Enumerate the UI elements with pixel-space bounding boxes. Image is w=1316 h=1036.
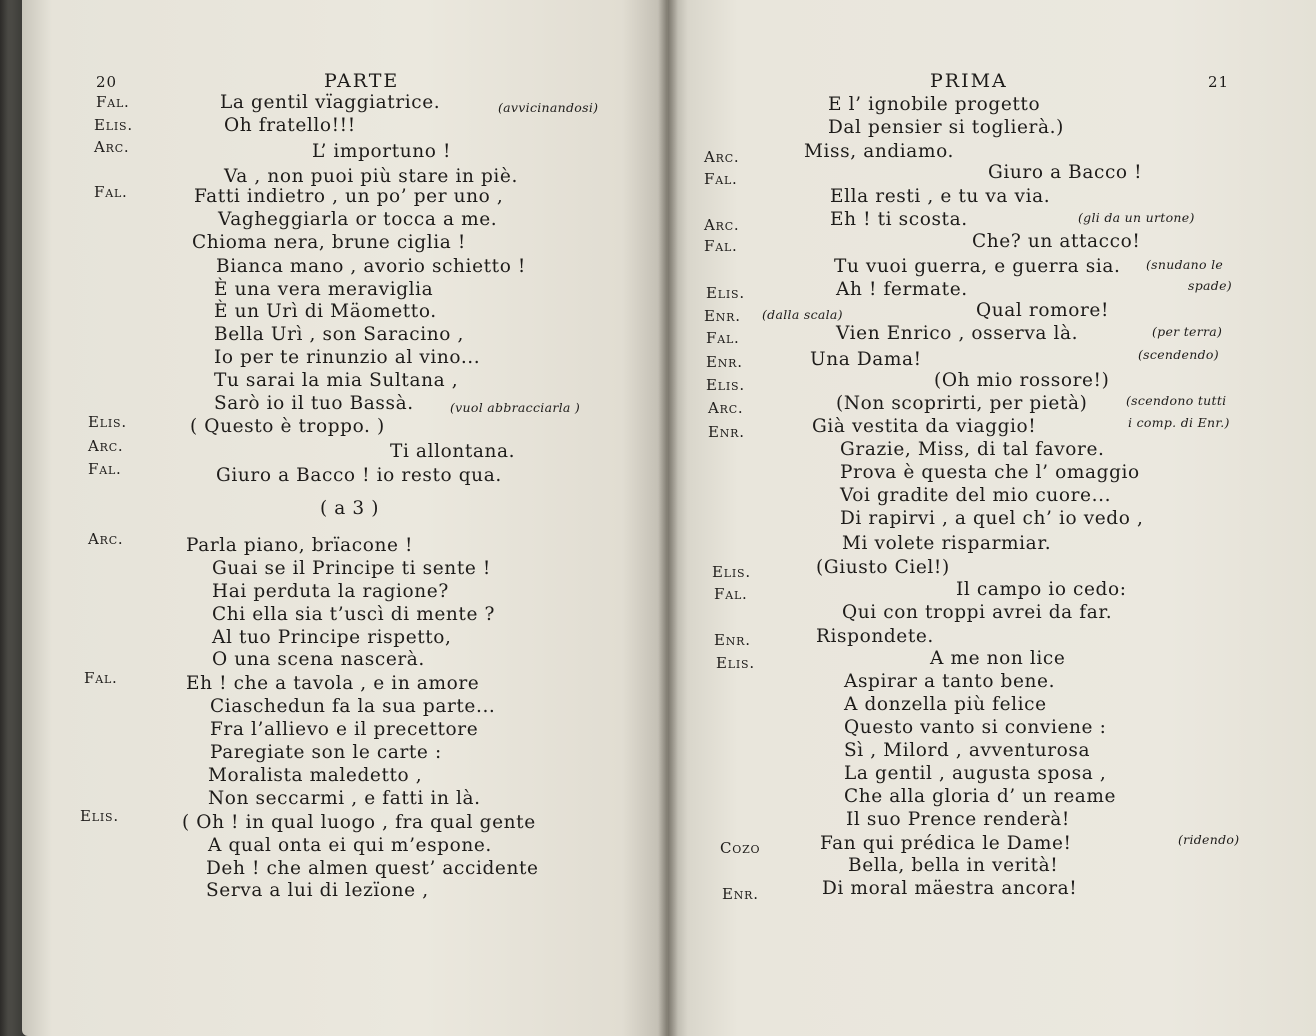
verse-line: Questo vanto si conviene :: [844, 717, 1107, 738]
verse-line: Al tuo Principe rispetto,: [212, 627, 452, 648]
stage-direction: (scendendo): [1138, 347, 1219, 362]
speaker: Arc.: [88, 437, 124, 455]
verse-line: Sì , Milord , avventurosa: [844, 740, 1091, 761]
verse-line: Chi ella sia t’uscì di mente ?: [212, 604, 495, 625]
speaker: Fal.: [706, 329, 740, 347]
verse-line: Mi volete risparmiar.: [842, 533, 1052, 554]
verse-line: La gentil vïaggiatrice.: [220, 92, 441, 113]
verse-line: Vien Enrico , osserva là.: [836, 323, 1079, 344]
verse-line: Eh ! ti scosta.: [830, 209, 968, 230]
speaker: Arc.: [708, 399, 744, 417]
verse-line: Serva a lui di lezïone ,: [206, 880, 429, 901]
verse-line: Tu vuoi guerra, e guerra sia.: [834, 256, 1121, 277]
speaker: Fal.: [714, 585, 748, 603]
verse-line: (Giusto Ciel!): [816, 557, 950, 578]
running-head: PARTE: [324, 70, 400, 92]
verse-line: Dal pensier si toglierà.): [828, 117, 1064, 138]
stage-direction: (dalla scala): [762, 307, 843, 322]
speaker: Fal.: [704, 237, 738, 255]
verse-line: Chioma nera, brune ciglia !: [192, 232, 466, 253]
verse-line: Di rapirvi , a quel ch’ io vedo ,: [840, 508, 1144, 529]
speaker: Enr.: [706, 353, 743, 371]
verse-line: Che alla gloria d’ un reame: [844, 786, 1117, 807]
verse-line: Fra l’allievo e il precettore: [210, 719, 479, 740]
verse-line: Va , non puoi più stare in piè.: [224, 166, 518, 187]
verse-line: (Non scoprirti, per pietà): [836, 393, 1088, 414]
stage-direction: (vuol abbracciarla ): [450, 400, 581, 415]
speaker: Elis.: [712, 563, 751, 581]
verse-line: Giuro a Bacco !: [988, 162, 1143, 183]
stage-direction: i comp. di Enr.): [1128, 415, 1230, 430]
verse-line: Il suo Prence renderà!: [846, 809, 1070, 830]
speaker: Elis.: [706, 284, 745, 302]
verse-line: A qual onta ei qui m’espone.: [208, 835, 492, 856]
verse-line: Non seccarmi , e fatti in là.: [208, 788, 481, 809]
verse-line: Oh fratello!!!: [224, 115, 356, 136]
verse-line: Di moral mäestra ancora!: [822, 878, 1078, 899]
verse-line: È un Urì di Mäometto.: [214, 301, 437, 322]
verse-line: Voi gradite del mio cuore...: [840, 485, 1112, 506]
speaker: Elis.: [94, 116, 133, 134]
verse-line: ( Oh ! in qual luogo , fra qual gente: [182, 812, 536, 833]
verse-line: Sarò io il tuo Bassà.: [214, 393, 414, 414]
speaker: Fal.: [704, 170, 738, 188]
speaker: Fal.: [88, 460, 122, 478]
verse-line: Ella resti , e tu va via.: [830, 186, 1051, 207]
verse-line: Tu sarai la mia Sultana ,: [214, 370, 459, 391]
speaker: Elis.: [88, 413, 127, 431]
verse-line: Ti allontana.: [390, 441, 516, 462]
page-number: 20: [96, 73, 118, 91]
verse-line: Prova è questa che l’ omaggio: [840, 462, 1140, 483]
verse-line: E l’ ignobile progetto: [828, 94, 1041, 115]
verse-line: Che? un attacco!: [972, 231, 1141, 252]
stage-direction: (ridendo): [1178, 832, 1240, 847]
verse-line: Miss, andiamo.: [804, 141, 954, 162]
speaker: Arc.: [704, 148, 740, 166]
speaker: Cozo: [720, 839, 761, 857]
verse-line: Fan qui prédica le Dame!: [820, 833, 1072, 854]
right-page: [668, 0, 1316, 1036]
verse-line: Ciaschedun fa la sua parte...: [210, 696, 496, 717]
verse-line: Bianca mano , avorio schietto !: [216, 256, 526, 277]
verse-line: Vagheggiarla or tocca a me.: [218, 209, 498, 230]
speaker: Elis.: [716, 654, 755, 672]
speaker: Elis.: [706, 376, 745, 394]
speaker: Enr.: [704, 307, 741, 325]
stage-direction: spade): [1188, 278, 1232, 293]
verse-line: La gentil , augusta sposa ,: [844, 763, 1107, 784]
speaker: Elis.: [80, 807, 119, 825]
verse-line: Grazie, Miss, di tal favore.: [840, 439, 1105, 460]
verse-line: L’ importuno !: [312, 141, 452, 162]
verse-line: Qual romore!: [976, 300, 1109, 321]
verse-line: Ah ! fermate.: [836, 279, 968, 300]
verse-line: Fatti indietro , un po’ per uno ,: [194, 186, 504, 207]
verse-line: Aspirar a tanto bene.: [844, 671, 1056, 692]
speaker: Enr.: [714, 631, 751, 649]
speaker: Fal.: [84, 669, 118, 687]
speaker: Enr.: [722, 885, 759, 903]
speaker: Arc.: [94, 138, 130, 156]
verse-line: O una scena nascerà.: [212, 649, 425, 670]
verse-line: Eh ! che a tavola , e in amore: [186, 673, 480, 694]
verse-line: (Oh mio rossore!): [934, 370, 1110, 391]
verse-line: Hai perduta la ragione?: [212, 581, 449, 602]
verse-line: Qui con troppi avrei da far.: [842, 602, 1113, 623]
verse-line: A donzella più felice: [844, 694, 1047, 715]
speaker: Enr.: [708, 423, 745, 441]
verse-line: Bella Urì , son Saracino ,: [214, 324, 464, 345]
page-number: 21: [1208, 73, 1230, 91]
verse-line: Giuro a Bacco ! io resto qua.: [216, 465, 502, 486]
verse-line: Parla piano, brïacone !: [186, 535, 414, 556]
verse-line: A me non lice: [930, 648, 1066, 669]
stage-direction: (snudano le: [1146, 257, 1224, 272]
verse-line: Rispondete.: [816, 626, 934, 647]
speaker: Fal.: [96, 93, 130, 111]
book-gutter: [658, 0, 678, 1036]
running-head: PRIMA: [930, 70, 1008, 92]
speaker: Fal.: [94, 183, 128, 201]
verse-line: Paregiate son le carte :: [210, 742, 442, 763]
verse-line: Deh ! che almen quest’ accidente: [206, 858, 539, 879]
verse-line: Una Dama!: [810, 349, 922, 370]
speaker: Arc.: [704, 216, 740, 234]
stage-direction: (scendono tutti: [1126, 393, 1227, 408]
verse-line: Bella, bella in verità!: [848, 855, 1059, 876]
verse-line: Il campo io cedo:: [956, 579, 1127, 600]
stage-direction: (gli da un urtone): [1078, 210, 1195, 225]
verse-line: Io per te rinunzio al vino...: [214, 347, 481, 368]
ensemble-marker: ( a 3 ): [320, 498, 380, 519]
verse-line: Guai se il Principe ti sente !: [212, 558, 491, 579]
stage-direction: (per terra): [1152, 324, 1223, 339]
verse-line: È una vera meraviglia: [214, 279, 434, 300]
verse-line: Già vestita da viaggio!: [812, 416, 1037, 437]
verse-line: ( Questo è troppo. ): [190, 416, 385, 437]
stage-direction: (avvicinandosi): [498, 100, 599, 115]
verse-line: Moralista maledetto ,: [208, 765, 423, 786]
left-page: [22, 0, 672, 1036]
speaker: Arc.: [88, 530, 124, 548]
